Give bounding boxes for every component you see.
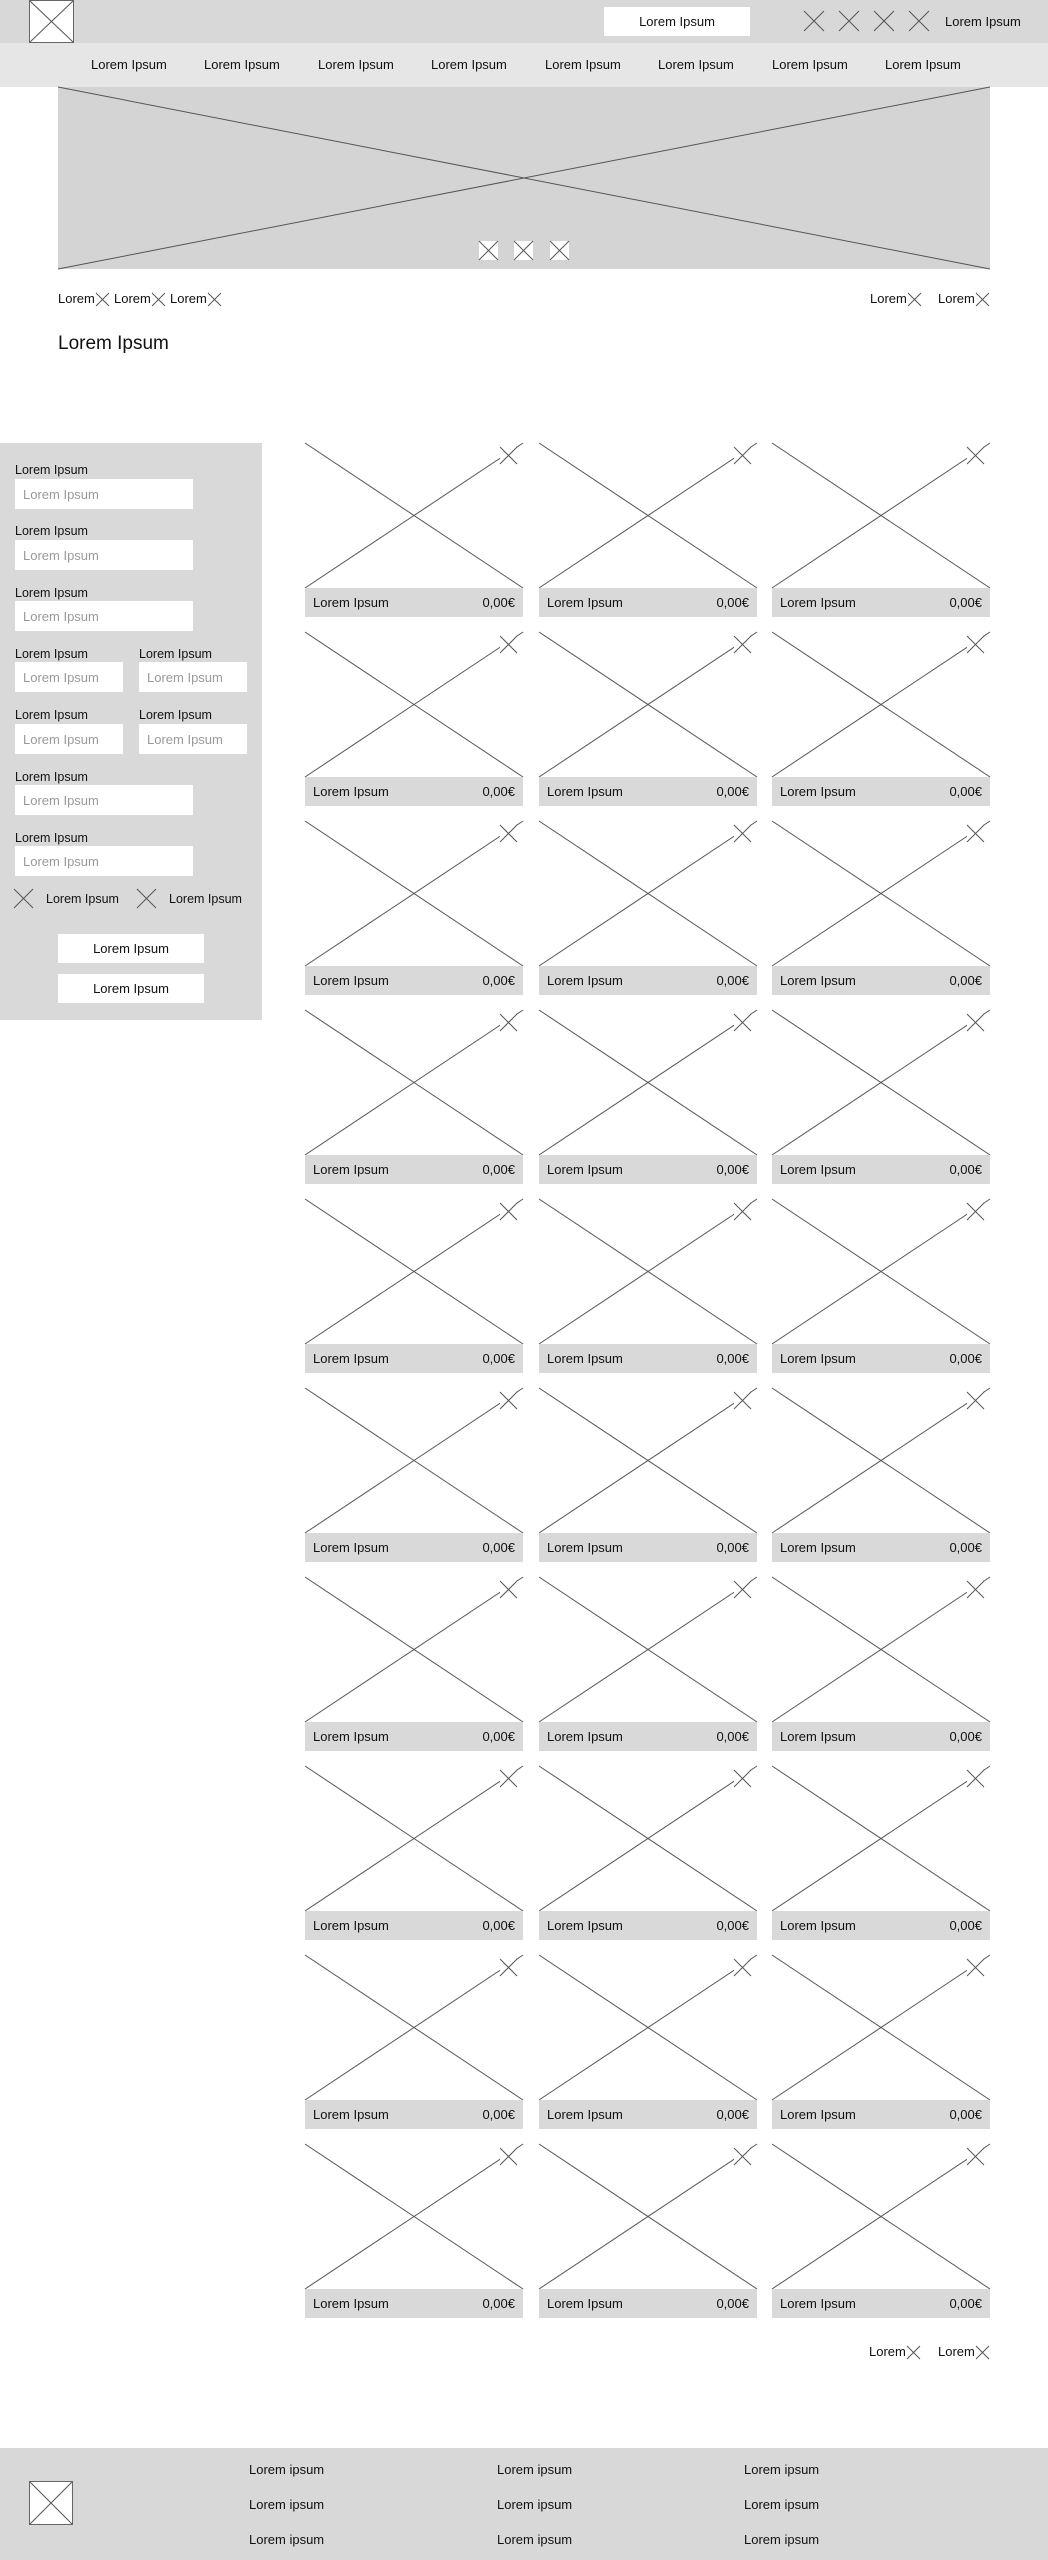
favorite-icon[interactable] (734, 1959, 751, 1976)
product-name: Lorem Ipsum (547, 784, 623, 799)
product-card[interactable] (772, 1388, 990, 1562)
product-info-bar (305, 1344, 523, 1373)
favorite-icon[interactable] (734, 2148, 751, 2165)
product-name: Lorem Ipsum (547, 1351, 623, 1366)
product-image[interactable] (772, 632, 990, 777)
favorite-icon[interactable] (500, 1014, 517, 1031)
footer-link[interactable]: Lorem ipsum (497, 2532, 573, 2547)
favorite-icon[interactable] (967, 1959, 984, 1976)
product-info-bar (539, 966, 757, 995)
header-icon-2[interactable] (839, 11, 859, 31)
product-info-bar (772, 777, 990, 806)
footer-logo-placeholder-icon[interactable] (29, 2481, 73, 2525)
header-icon-3[interactable] (874, 11, 894, 31)
product-name: Lorem Ipsum (547, 1162, 623, 1177)
product-info-bar (772, 2289, 990, 2318)
product-price: 0,00€ (716, 1540, 749, 1555)
favorite-icon[interactable] (967, 1581, 984, 1598)
product-price: 0,00€ (716, 1162, 749, 1177)
product-info-bar (305, 2289, 523, 2318)
product-image[interactable] (539, 1199, 757, 1344)
product-name: Lorem Ipsum (313, 1162, 389, 1177)
product-name: Lorem Ipsum (547, 1729, 623, 1744)
filter-label: Lorem Ipsum (139, 708, 212, 722)
footer-link[interactable]: Lorem ipsum (249, 2462, 325, 2477)
pagination-label-2[interactable]: Lorem (938, 2344, 975, 2359)
nav-item-8[interactable]: Lorem Ipsum (885, 57, 961, 72)
header-icon-1[interactable] (804, 11, 824, 31)
product-card[interactable] (539, 632, 757, 806)
filter-label: Lorem Ipsum (15, 770, 88, 784)
favorite-icon[interactable] (500, 1959, 517, 1976)
filter-input-max[interactable] (139, 662, 247, 692)
product-card[interactable] (305, 2144, 523, 2318)
filter-sidebar (0, 443, 262, 1020)
product-image[interactable] (539, 1388, 757, 1533)
product-price: 0,00€ (716, 2296, 749, 2311)
product-name: Lorem Ipsum (780, 2296, 856, 2311)
footer-link[interactable]: Lorem ipsum (744, 2497, 820, 2512)
product-info-bar (305, 588, 523, 617)
product-image[interactable] (772, 1766, 990, 1911)
product-price: 0,00€ (949, 1540, 982, 1555)
filter-input-min[interactable] (15, 724, 123, 754)
filter-label: Lorem Ipsum (15, 586, 88, 600)
product-price: 0,00€ (716, 1729, 749, 1744)
product-card[interactable] (539, 1388, 757, 1562)
footer-link[interactable]: Lorem ipsum (497, 2462, 573, 2477)
filter-tag-close-icon-2[interactable] (152, 293, 165, 306)
product-price: 0,00€ (482, 1162, 515, 1177)
product-price: 0,00€ (949, 1351, 982, 1366)
product-name: Lorem Ipsum (313, 2296, 389, 2311)
nav-item-4[interactable]: Lorem Ipsum (431, 57, 507, 72)
slide-dot-1[interactable] (479, 241, 498, 260)
product-card[interactable] (305, 1199, 523, 1373)
filter-input[interactable] (15, 785, 193, 815)
product-card[interactable] (772, 1955, 990, 2129)
favorite-icon[interactable] (500, 636, 517, 653)
favorite-icon[interactable] (967, 1770, 984, 1787)
product-card[interactable] (539, 1955, 757, 2129)
product-name: Lorem Ipsum (547, 973, 623, 988)
product-name: Lorem Ipsum (780, 973, 856, 988)
product-name: Lorem Ipsum (547, 595, 623, 610)
filter-tag-close-icon-3[interactable] (208, 293, 221, 306)
filter-input-min[interactable] (15, 662, 123, 692)
product-image[interactable] (305, 821, 523, 966)
filter-input-max[interactable] (139, 724, 247, 754)
product-image[interactable] (539, 821, 757, 966)
product-image[interactable] (305, 2144, 523, 2289)
product-info-bar (539, 2100, 757, 2129)
product-image[interactable] (305, 1955, 523, 2100)
favorite-icon[interactable] (500, 825, 517, 842)
reset-filters-button[interactable]: Lorem Ipsum (58, 974, 204, 1003)
filter-tag-label-2: Lorem (114, 291, 151, 306)
favorite-icon[interactable] (967, 636, 984, 653)
footer-link[interactable]: Lorem ipsum (744, 2462, 820, 2477)
product-price: 0,00€ (716, 973, 749, 988)
hero-banner-image (58, 87, 990, 269)
favorite-icon[interactable] (734, 1770, 751, 1787)
product-card[interactable] (772, 1766, 990, 1940)
filter-input[interactable] (15, 601, 193, 631)
filter-input[interactable] (15, 479, 193, 509)
nav-item-2[interactable]: Lorem Ipsum (204, 57, 280, 72)
product-info-bar (772, 966, 990, 995)
product-card[interactable] (772, 1010, 990, 1184)
product-card[interactable] (305, 1766, 523, 1940)
product-name: Lorem Ipsum (313, 1540, 389, 1555)
product-name: Lorem Ipsum (780, 1918, 856, 1933)
product-card[interactable] (305, 1577, 523, 1751)
favorite-icon[interactable] (734, 1203, 751, 1220)
product-info-bar (539, 588, 757, 617)
product-name: Lorem Ipsum (547, 2296, 623, 2311)
favorite-icon[interactable] (734, 825, 751, 842)
pagination-icon-1[interactable] (907, 2346, 920, 2359)
product-price: 0,00€ (716, 1351, 749, 1366)
favorite-icon[interactable] (500, 1203, 517, 1220)
product-price: 0,00€ (482, 1540, 515, 1555)
product-card[interactable] (772, 443, 990, 617)
account-link[interactable]: Lorem Ipsum (945, 14, 1021, 29)
product-price: 0,00€ (949, 2107, 982, 2122)
product-info-bar (305, 1155, 523, 1184)
product-name: Lorem Ipsum (547, 1918, 623, 1933)
filter-label: Lorem Ipsum (139, 647, 212, 661)
filter-tag-label-3: Lorem (170, 291, 207, 306)
product-image[interactable] (305, 1199, 523, 1344)
product-price: 0,00€ (949, 1918, 982, 1933)
product-price: 0,00€ (949, 1162, 982, 1177)
filter-label: Lorem Ipsum (15, 647, 88, 661)
product-image[interactable] (539, 1010, 757, 1155)
filter-label: Lorem Ipsum (15, 524, 88, 538)
product-card[interactable] (305, 443, 523, 617)
product-price: 0,00€ (716, 2107, 749, 2122)
top-bar (0, 0, 1048, 43)
product-price: 0,00€ (482, 1918, 515, 1933)
product-name: Lorem Ipsum (780, 2107, 856, 2122)
product-price: 0,00€ (716, 784, 749, 799)
product-card[interactable] (305, 821, 523, 995)
favorite-icon[interactable] (734, 1392, 751, 1409)
product-image[interactable] (772, 1955, 990, 2100)
product-price: 0,00€ (716, 595, 749, 610)
product-info-bar (539, 1533, 757, 1562)
product-name: Lorem Ipsum (313, 1729, 389, 1744)
product-info-bar (772, 1155, 990, 1184)
product-name: Lorem Ipsum (780, 595, 856, 610)
favorite-icon[interactable] (500, 447, 517, 464)
product-info-bar (539, 1344, 757, 1373)
product-image[interactable] (772, 1010, 990, 1155)
product-card[interactable] (305, 1010, 523, 1184)
product-info-bar (772, 588, 990, 617)
pagination-label-1[interactable]: Lorem (869, 2344, 906, 2359)
filter-tag-close-icon-1[interactable] (96, 293, 109, 306)
product-price: 0,00€ (482, 2107, 515, 2122)
favorite-icon[interactable] (967, 447, 984, 464)
product-price: 0,00€ (949, 784, 982, 799)
slide-dot-3[interactable] (550, 241, 569, 260)
product-image[interactable] (539, 632, 757, 777)
footer-link[interactable]: Lorem ipsum (497, 2497, 573, 2512)
product-name: Lorem Ipsum (313, 1918, 389, 1933)
product-info-bar (305, 777, 523, 806)
product-price: 0,00€ (949, 973, 982, 988)
product-card[interactable] (539, 1010, 757, 1184)
product-image[interactable] (772, 821, 990, 966)
product-image[interactable] (772, 443, 990, 588)
favorite-icon[interactable] (734, 1581, 751, 1598)
product-name: Lorem Ipsum (313, 1351, 389, 1366)
product-card[interactable] (305, 1955, 523, 2129)
nav-item-1[interactable]: Lorem Ipsum (91, 57, 167, 72)
product-price: 0,00€ (716, 1918, 749, 1933)
product-image[interactable] (539, 1766, 757, 1911)
product-name: Lorem Ipsum (780, 1729, 856, 1744)
product-name: Lorem Ipsum (313, 973, 389, 988)
product-name: Lorem Ipsum (780, 1162, 856, 1177)
product-image[interactable] (539, 443, 757, 588)
product-price: 0,00€ (482, 595, 515, 610)
footer-link[interactable]: Lorem ipsum (249, 2497, 325, 2512)
product-name: Lorem Ipsum (780, 784, 856, 799)
product-info-bar (772, 1344, 990, 1373)
footer-link[interactable]: Lorem ipsum (744, 2532, 820, 2547)
search-button[interactable]: Lorem Ipsum (604, 7, 750, 36)
product-card[interactable] (539, 1766, 757, 1940)
product-image[interactable] (305, 1577, 523, 1722)
product-card[interactable] (539, 1199, 757, 1373)
product-image[interactable] (305, 1010, 523, 1155)
filter-tag-label-1: Lorem (58, 291, 95, 306)
product-image[interactable] (539, 1577, 757, 1722)
favorite-icon[interactable] (500, 1392, 517, 1409)
nav-item-5[interactable]: Lorem Ipsum (545, 57, 621, 72)
product-name: Lorem Ipsum (313, 595, 389, 610)
product-info-bar (305, 1911, 523, 1940)
product-info-bar (305, 966, 523, 995)
product-name: Lorem Ipsum (313, 784, 389, 799)
favorite-icon[interactable] (734, 447, 751, 464)
product-card[interactable] (539, 821, 757, 995)
product-price: 0,00€ (482, 2296, 515, 2311)
product-info-bar (305, 2100, 523, 2129)
nav-item-7[interactable]: Lorem Ipsum (772, 57, 848, 72)
main-nav (0, 43, 1048, 87)
favorite-icon[interactable] (967, 1392, 984, 1409)
product-card[interactable] (539, 443, 757, 617)
sort-icon-1[interactable] (908, 293, 921, 306)
favorite-icon[interactable] (500, 1581, 517, 1598)
product-info-bar (772, 1722, 990, 1751)
footer-link[interactable]: Lorem ipsum (249, 2532, 325, 2547)
nav-item-3[interactable]: Lorem Ipsum (318, 57, 394, 72)
favorite-icon[interactable] (500, 2148, 517, 2165)
product-card[interactable] (305, 1388, 523, 1562)
product-info-bar (539, 1155, 757, 1184)
product-price: 0,00€ (949, 2296, 982, 2311)
product-info-bar (305, 1722, 523, 1751)
product-info-bar (539, 1722, 757, 1751)
filter-label: Lorem Ipsum (15, 708, 88, 722)
product-image[interactable] (305, 1766, 523, 1911)
sort-label-1[interactable]: Lorem (870, 291, 907, 306)
product-card[interactable] (772, 2144, 990, 2318)
product-name: Lorem Ipsum (313, 2107, 389, 2122)
favorite-icon[interactable] (967, 1014, 984, 1031)
apply-filters-button[interactable]: Lorem Ipsum (58, 934, 204, 963)
sort-icon-2[interactable] (976, 293, 989, 306)
product-price: 0,00€ (482, 973, 515, 988)
filter-label: Lorem Ipsum (15, 831, 88, 845)
product-price: 0,00€ (482, 1351, 515, 1366)
product-image[interactable] (305, 1388, 523, 1533)
product-card[interactable] (772, 632, 990, 806)
footer (0, 2448, 1048, 2560)
nav-item-6[interactable]: Lorem Ipsum (658, 57, 734, 72)
product-price: 0,00€ (482, 1729, 515, 1744)
sort-label-2[interactable]: Lorem (938, 291, 975, 306)
product-card[interactable] (305, 632, 523, 806)
page-title: Lorem Ipsum (58, 333, 169, 354)
product-info-bar (539, 1911, 757, 1940)
product-card[interactable] (539, 1577, 757, 1751)
product-image[interactable] (772, 1199, 990, 1344)
favorite-icon[interactable] (734, 1014, 751, 1031)
product-price: 0,00€ (949, 1729, 982, 1744)
favorite-icon[interactable] (734, 636, 751, 653)
product-info-bar (539, 777, 757, 806)
product-image[interactable] (539, 1955, 757, 2100)
filter-input[interactable] (15, 846, 193, 876)
product-name: Lorem Ipsum (780, 1540, 856, 1555)
product-info-bar (772, 2100, 990, 2129)
product-image[interactable] (305, 632, 523, 777)
favorite-icon[interactable] (967, 825, 984, 842)
logo-placeholder-icon[interactable] (29, 0, 74, 43)
checkbox-1[interactable] (14, 889, 33, 908)
product-name: Lorem Ipsum (780, 1351, 856, 1366)
product-info-bar (772, 1911, 990, 1940)
product-card[interactable] (539, 2144, 757, 2318)
product-card[interactable] (772, 1199, 990, 1373)
favorite-icon[interactable] (500, 1770, 517, 1787)
checkbox-label-1: Lorem Ipsum (46, 892, 119, 906)
product-name: Lorem Ipsum (547, 1540, 623, 1555)
product-image[interactable] (539, 2144, 757, 2289)
checkbox-2[interactable] (137, 889, 156, 908)
product-info-bar (539, 2289, 757, 2318)
header-icon-4[interactable] (909, 11, 929, 31)
product-name: Lorem Ipsum (547, 2107, 623, 2122)
product-card[interactable] (772, 821, 990, 995)
filter-input[interactable] (15, 540, 193, 570)
product-info-bar (305, 1533, 523, 1562)
product-info-bar (772, 1533, 990, 1562)
product-price: 0,00€ (482, 784, 515, 799)
filter-label: Lorem Ipsum (15, 463, 88, 477)
product-price: 0,00€ (949, 595, 982, 610)
product-image[interactable] (772, 1577, 990, 1722)
product-image[interactable] (772, 2144, 990, 2289)
slide-dot-2[interactable] (514, 241, 533, 260)
favorite-icon[interactable] (967, 2148, 984, 2165)
favorite-icon[interactable] (967, 1203, 984, 1220)
product-image[interactable] (305, 443, 523, 588)
pagination-icon-2[interactable] (976, 2346, 989, 2359)
product-card[interactable] (772, 1577, 990, 1751)
product-image[interactable] (772, 1388, 990, 1533)
checkbox-label-2: Lorem Ipsum (169, 892, 242, 906)
